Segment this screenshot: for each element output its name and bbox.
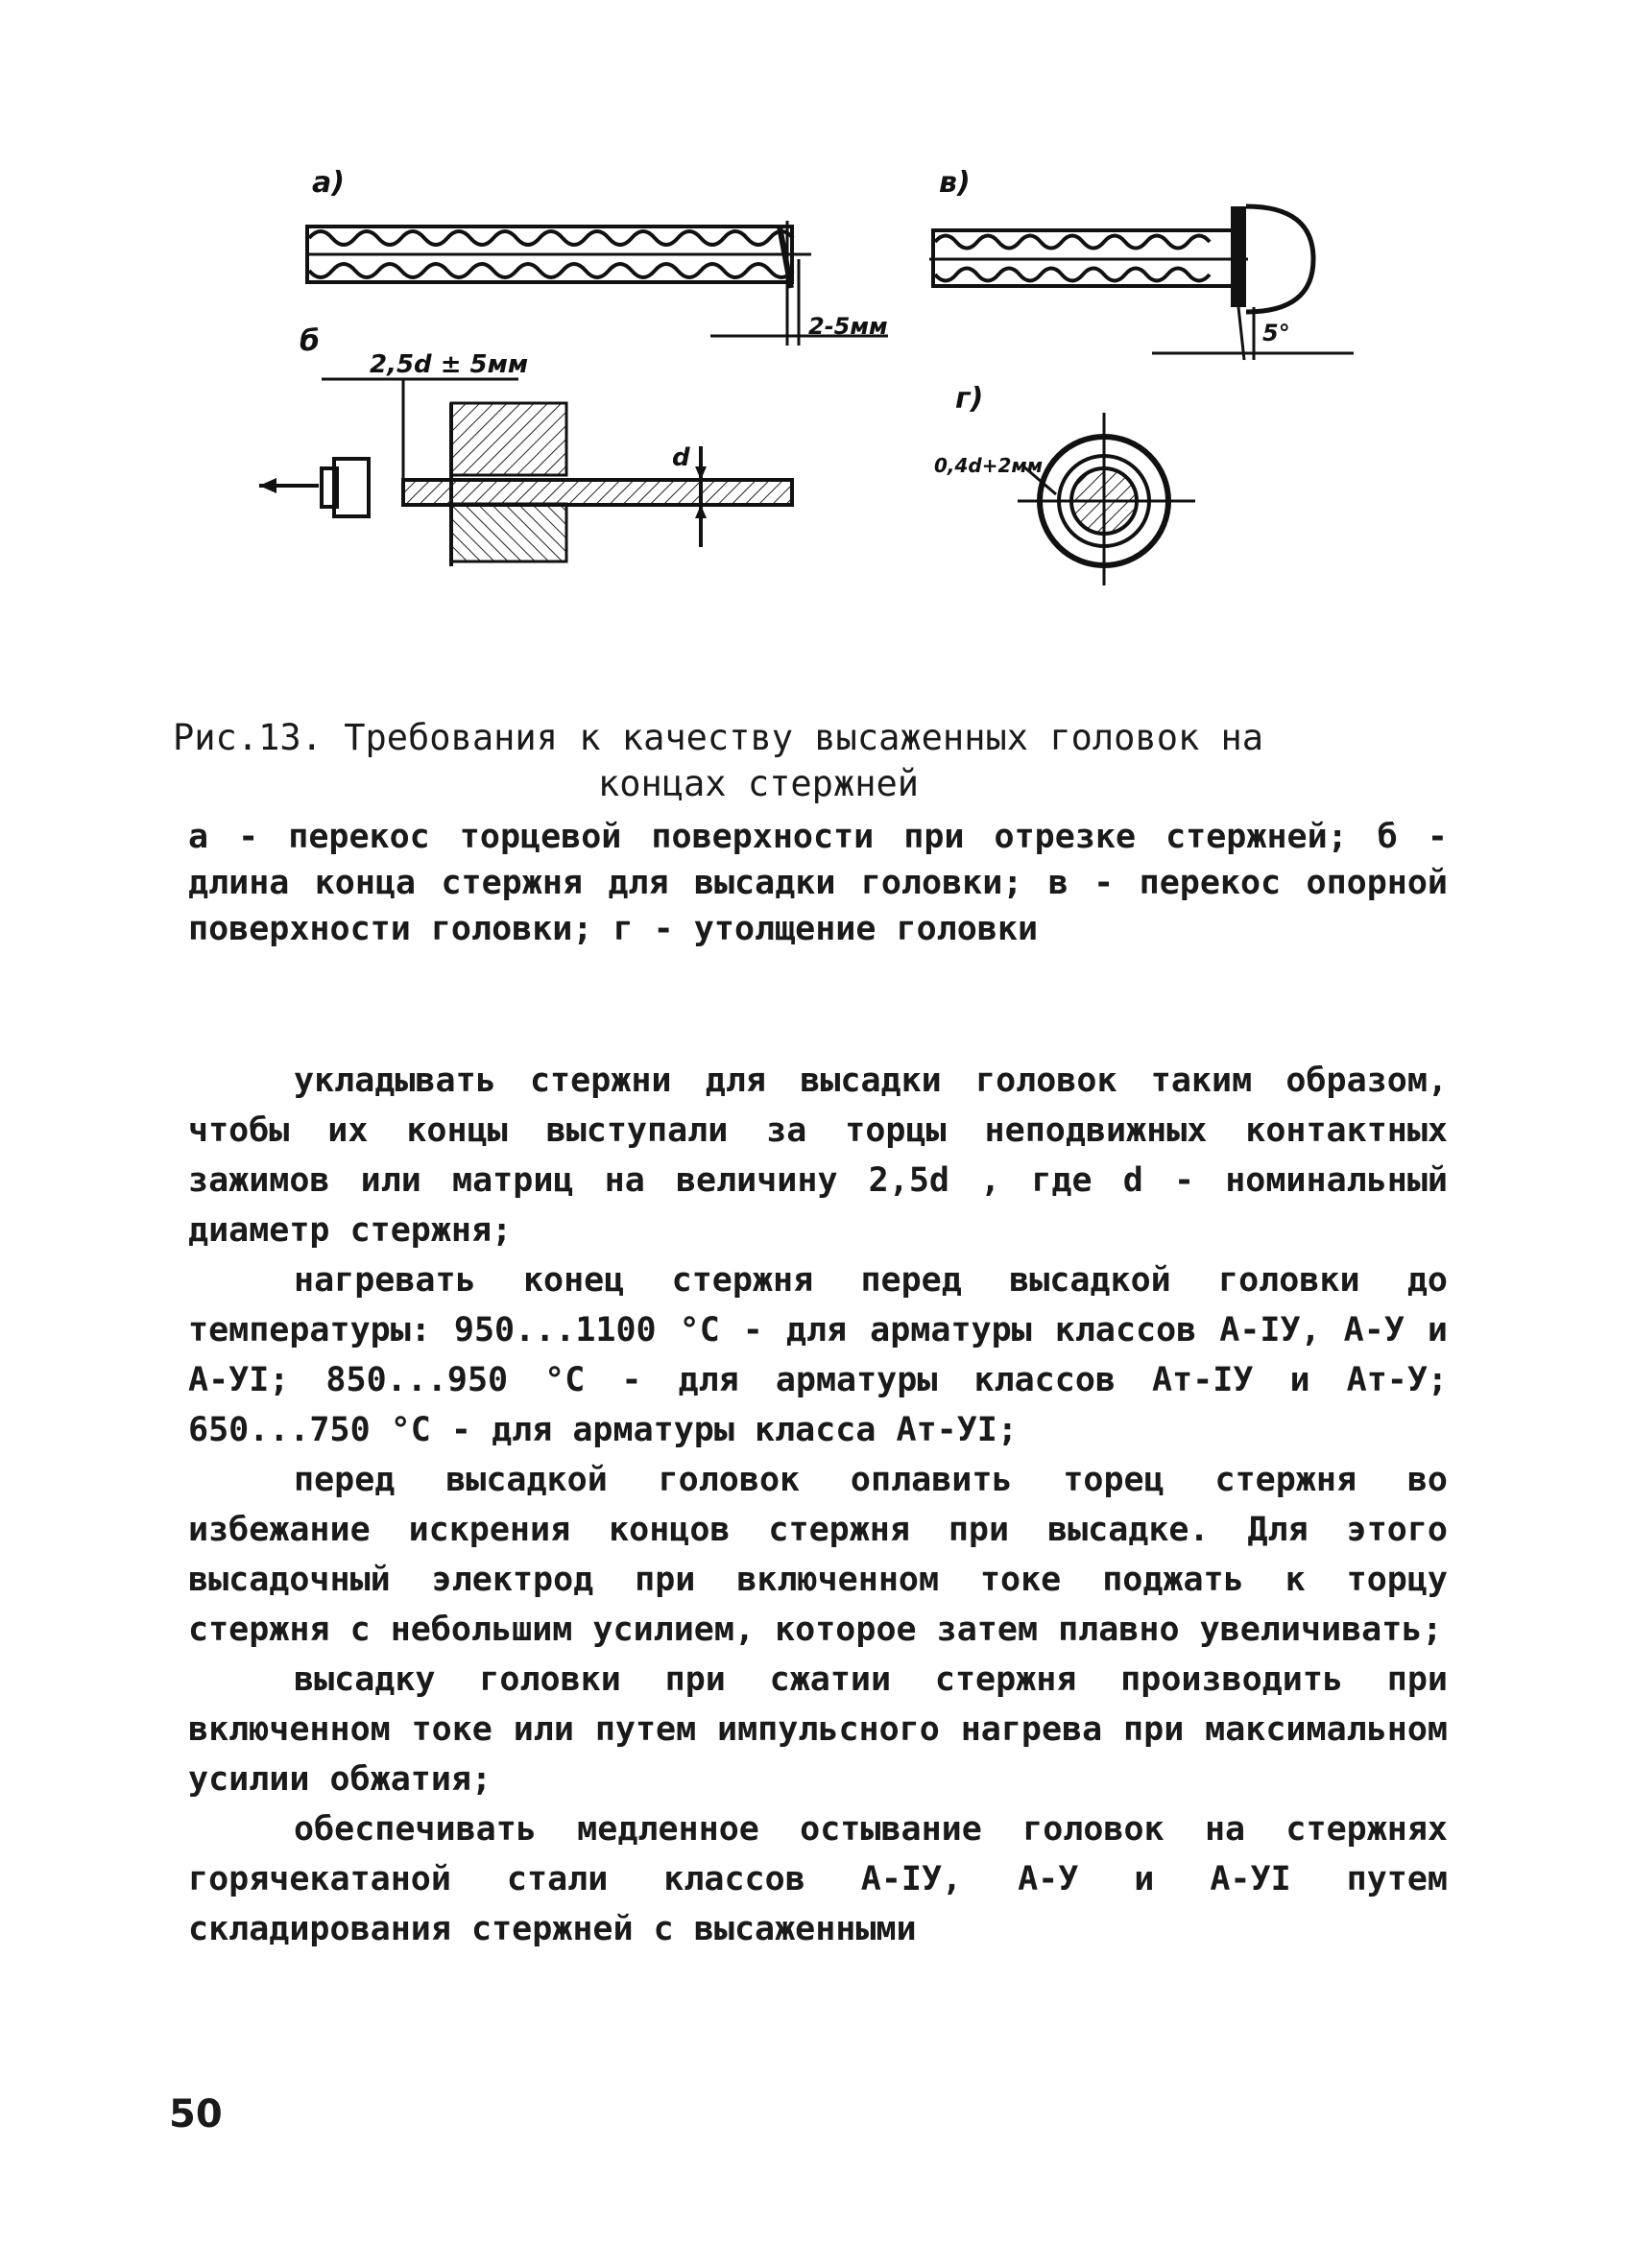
figure-a-label: а) <box>312 166 345 200</box>
figure-b-label: б <box>300 324 320 358</box>
caption-title-line-2: концах стержней <box>597 763 920 804</box>
dimension-g-thickening: 0,4d+2мм <box>934 454 1044 477</box>
figure-drawing <box>0 0 1633 672</box>
body-text <box>188 1056 1448 1954</box>
dimension-v-angle: 5° <box>1262 320 1290 346</box>
figure-caption-description: а - перекос торцевой поверхности при отрезке стержней; б - длина конца стержня для высадки головки; в - перекос опорной поверхности головки; г - утолщение головки <box>188 818 1448 948</box>
figure-b <box>259 324 792 566</box>
figure-g <box>934 382 1195 585</box>
figure-v <box>929 166 1354 360</box>
dimension-b-length: 2,5d ± 5мм <box>370 350 529 379</box>
paragraph: нагревать конец стержня перед высадкой головки до температуры: 950...1100 °С - для арматуры классов А-IУ, А-У и А-УI; 850...950 °С - для арматуры классов Ат-IУ и Ат-У; 650...750 °С - для арматуры класса Ат-УI; <box>188 1261 1448 1449</box>
paragraph: перед высадкой головок оплавить торец стержня во избежание искрения концов стержня при высадке. Для этого высадочный электрод при включенном токе поджать к торцу стержня с небольшим усилием, которое затем плавно увеличивать; <box>188 1461 1448 1649</box>
paragraph: обеспечивать медленное остывание головок на стержнях горячекатаной стали классов А-IУ, А-У и А-УI путем складирования стержней с высаженными <box>188 1810 1448 1948</box>
figure-v-label: в) <box>939 166 971 200</box>
dimension-b-d: d <box>672 443 690 472</box>
dimension-a-gap: 2-5мм <box>808 313 888 340</box>
figure-caption-title <box>173 715 1459 807</box>
paragraph: укладывать стержни для высадки головок таким образом, чтобы их концы выступали за торцы неподвижных контактных зажимов или матриц на величину 2,5d , где d - номинальный диаметр стержня; <box>188 1062 1448 1250</box>
figure-13 <box>0 0 1633 672</box>
figure-a <box>305 166 888 346</box>
caption-title-line-1: Рис.13. Требования к качеству высаженных головок на <box>173 717 1264 758</box>
paragraph: высадку головки при сжатии стержня производить при включенном токе или путем импульсного нагрева при максимальном усилии обжатия; <box>188 1660 1448 1799</box>
page-number: 50 <box>169 2092 223 2137</box>
figure-g-label: г) <box>955 382 984 416</box>
